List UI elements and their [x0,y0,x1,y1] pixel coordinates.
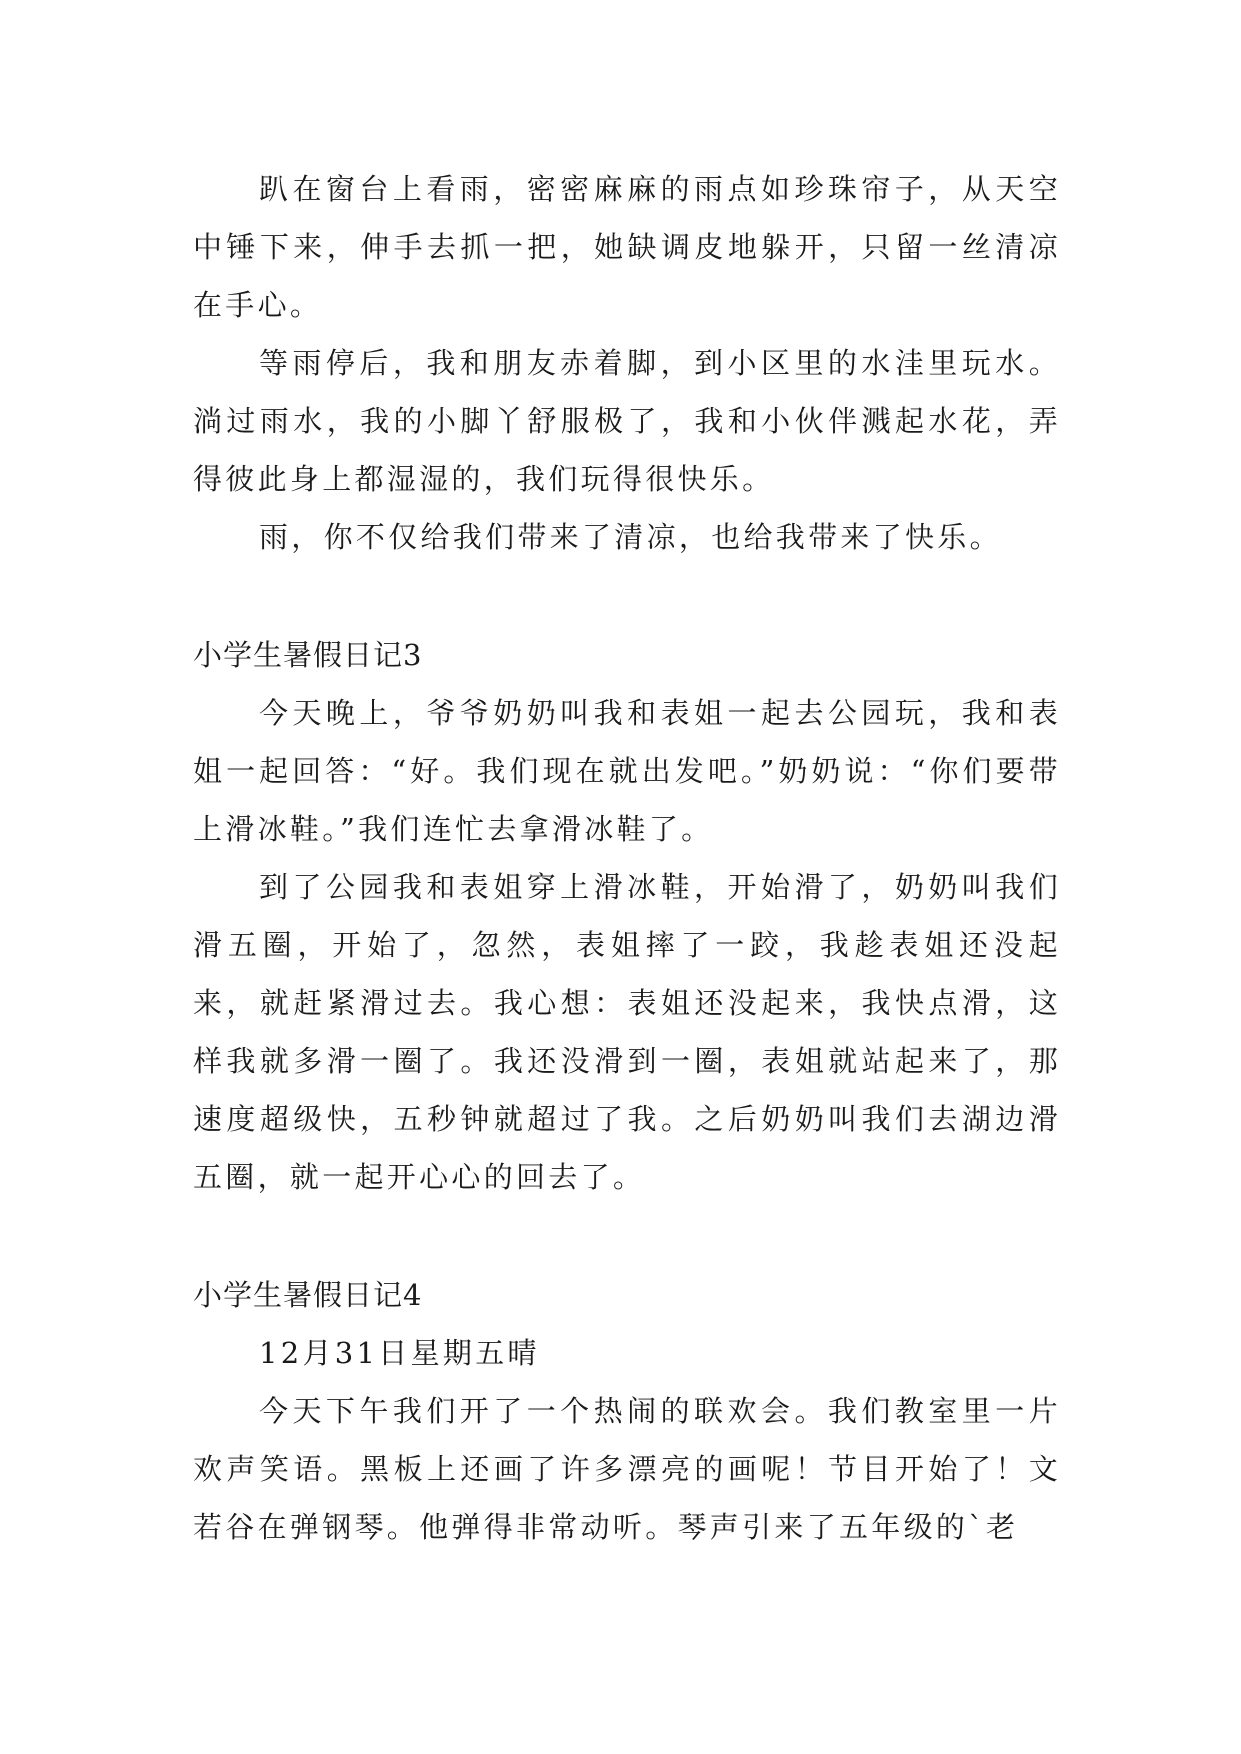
paragraph: 到了公园我和表姐穿上滑冰鞋，开始滑了，奶奶叫我们滑五圈，开始了，忽然，表姐摔了一跤，我趁表姐还没起来，就赶紧滑过去。我心想：表姐还没起来，我快点滑，这样我就多滑一圈了。我还没滑到一圈，表姐就站起来了，那速度超级快，五秒钟就超过了我。之后奶奶叫我们去湖边滑五圈，就一起开心心的回去了。 [193,870,1061,1194]
section-gap [193,566,1061,626]
paragraph: 今天下午我们开了一个热闹的联欢会。我们教室里一片欢声笑语。黑板上还画了许多漂亮的画呢！节目开始了！文若谷在弹钢琴。他弹得非常动听。琴声引来了五年级的`老 [193,1394,1061,1544]
paragraph: 今天晚上，爷爷奶奶叫我和表姐一起去公园玩，我和表姐一起回答：“好。我们现在就出发吧。”奶奶说：“你们要带上滑冰鞋。”我们连忙去拿滑冰鞋了。 [193,696,1061,846]
paragraph: 等雨停后，我和朋友赤着脚，到小区里的水洼里玩水。淌过雨水，我的小脚丫舒服极了，我和小伙伴溅起水花，弄得彼此身上都湿湿的，我们玩得很快乐。 [193,346,1061,496]
paragraph: 趴在窗台上看雨，密密麻麻的雨点如珍珠帘子，从天空中锤下来，伸手去抓一把，她缺调皮地躲开，只留一丝清凉在手心。 [193,172,1061,322]
section-heading: 小学生暑假日记3 [193,638,423,672]
section-heading: 小学生暑假日记4 [193,1278,423,1312]
paragraph: 雨，你不仅给我们带来了清凉，也给我带来了快乐。 [259,520,1002,554]
document-page [193,160,1061,1556]
section-gap [193,1206,1061,1266]
diary-dateline: 12月31日星期五晴 [259,1336,540,1370]
